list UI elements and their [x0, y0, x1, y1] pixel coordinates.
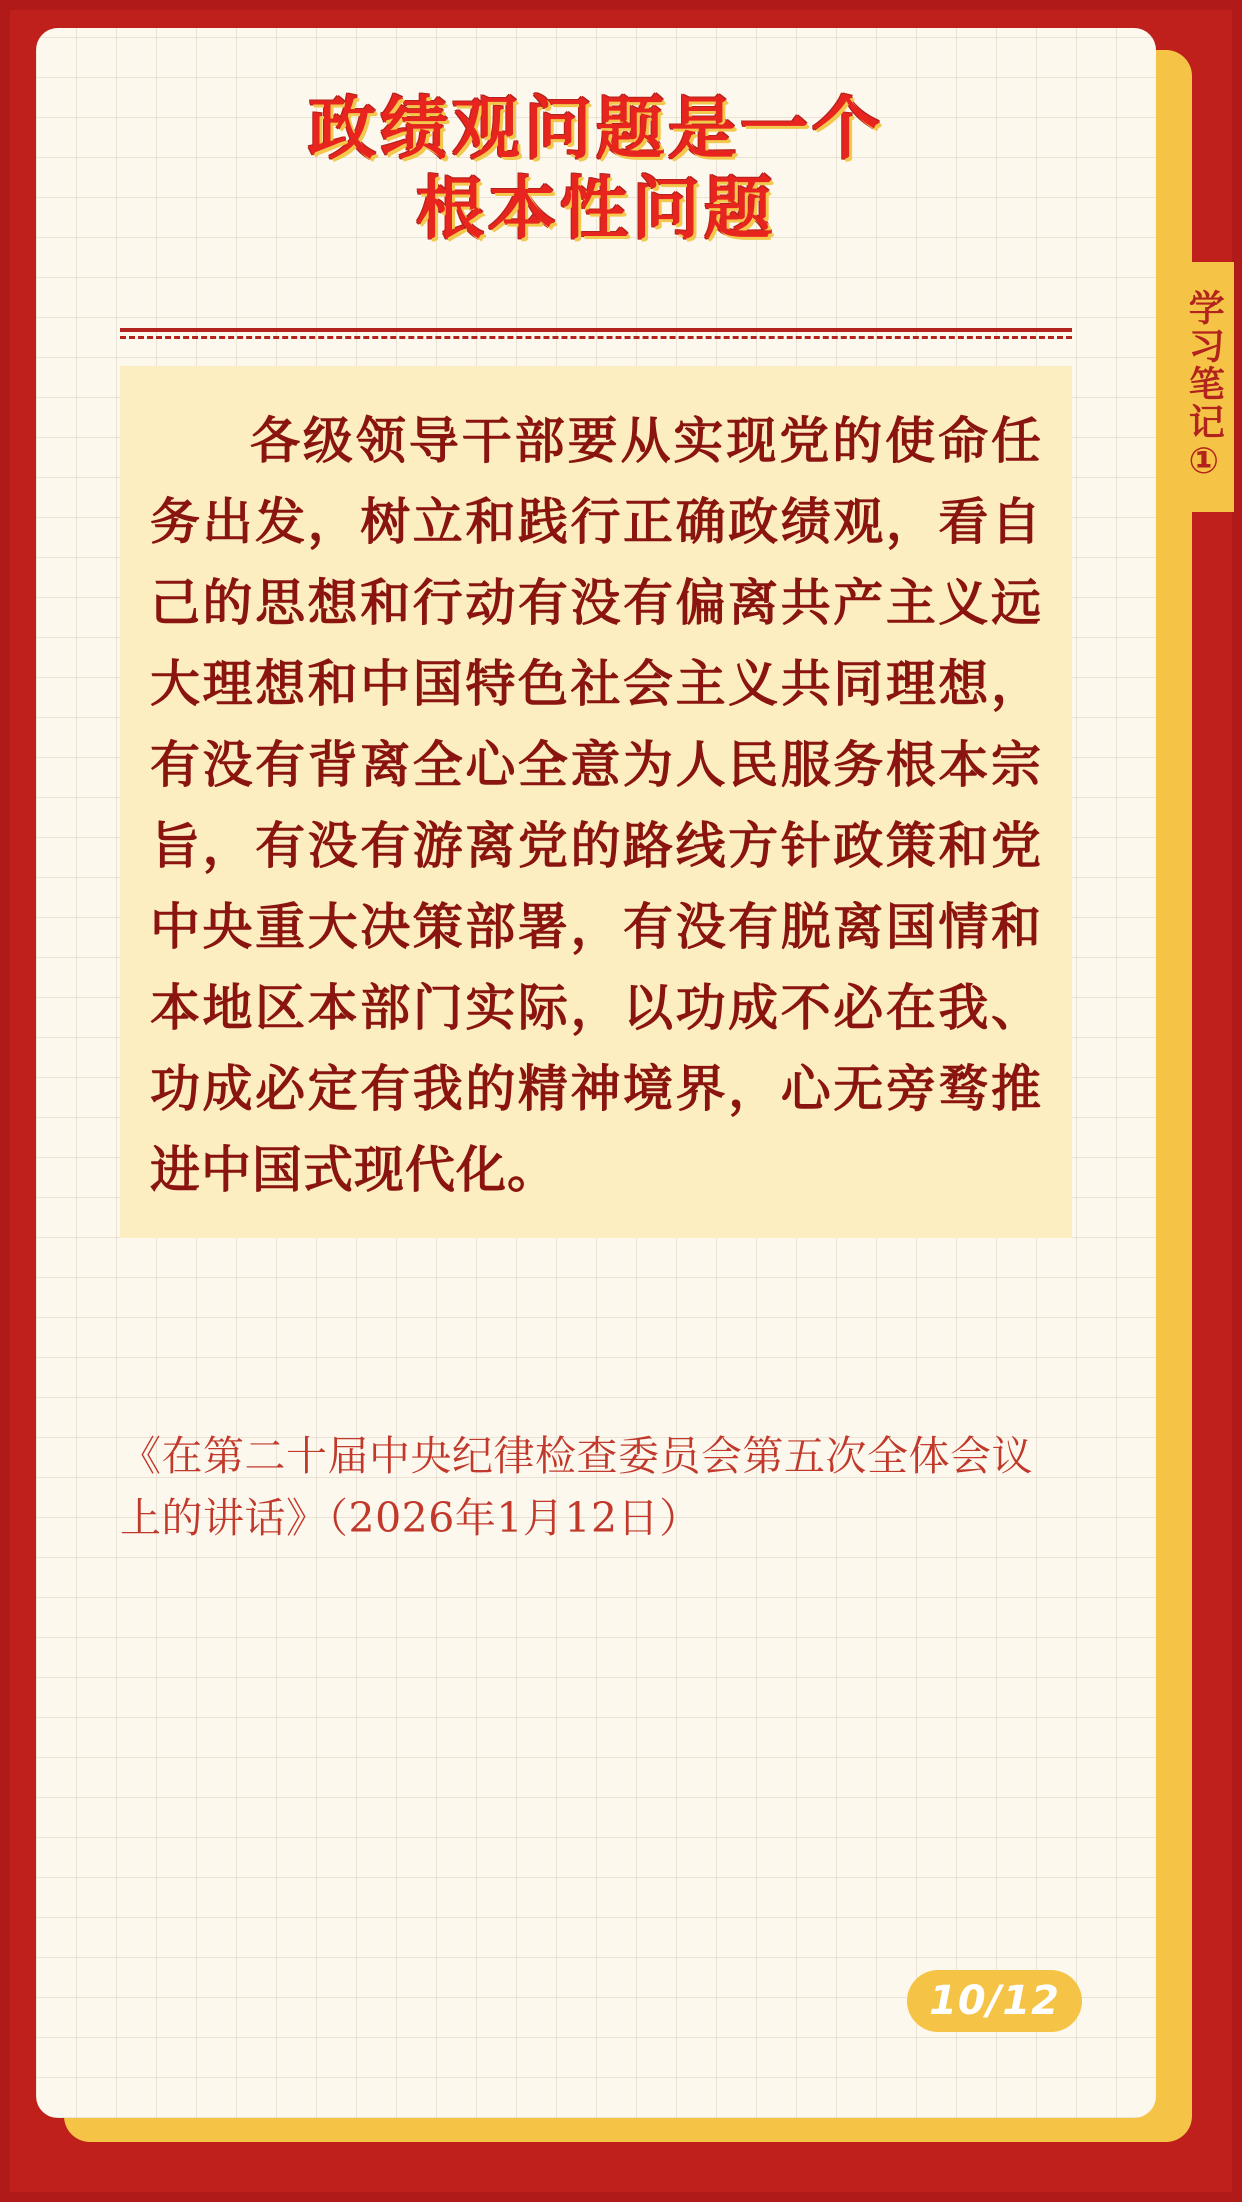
note-card: [36, 28, 1156, 2118]
page-title: [36, 90, 1156, 250]
title-line-2: 根本性问题: [415, 170, 776, 250]
quote-block: [120, 366, 1072, 1238]
title-divider: [120, 328, 1072, 338]
page-indicator-badge: 10/12: [907, 1970, 1082, 2032]
divider-dashed-line: [120, 336, 1072, 339]
source-citation: 《在第二十届中央纪律检查委员会第五次全体会议上的讲话》（2026年1月12日）: [120, 1432, 1033, 1542]
quote-text: 各级领导干部要从实现党的使命任务出发，树立和践行正确政绩观，看自己的思想和行动有没有偏离共产主义远大理想和中国特色社会主义共同理想，有没有背离全心全意为人民服务根本宗旨，有没有游离党的路线方针政策和党中央重大决策部署，有没有脱离国情和本地区本部门实际，以功成不必在我、功成必定有我的精神境界，心无旁骛推进中国式现代化。: [150, 411, 1042, 1199]
title-line-1: 政绩观问题是一个: [307, 90, 884, 169]
side-tab-label: 学习笔记①: [1172, 262, 1234, 512]
divider-solid-line: [120, 328, 1072, 332]
